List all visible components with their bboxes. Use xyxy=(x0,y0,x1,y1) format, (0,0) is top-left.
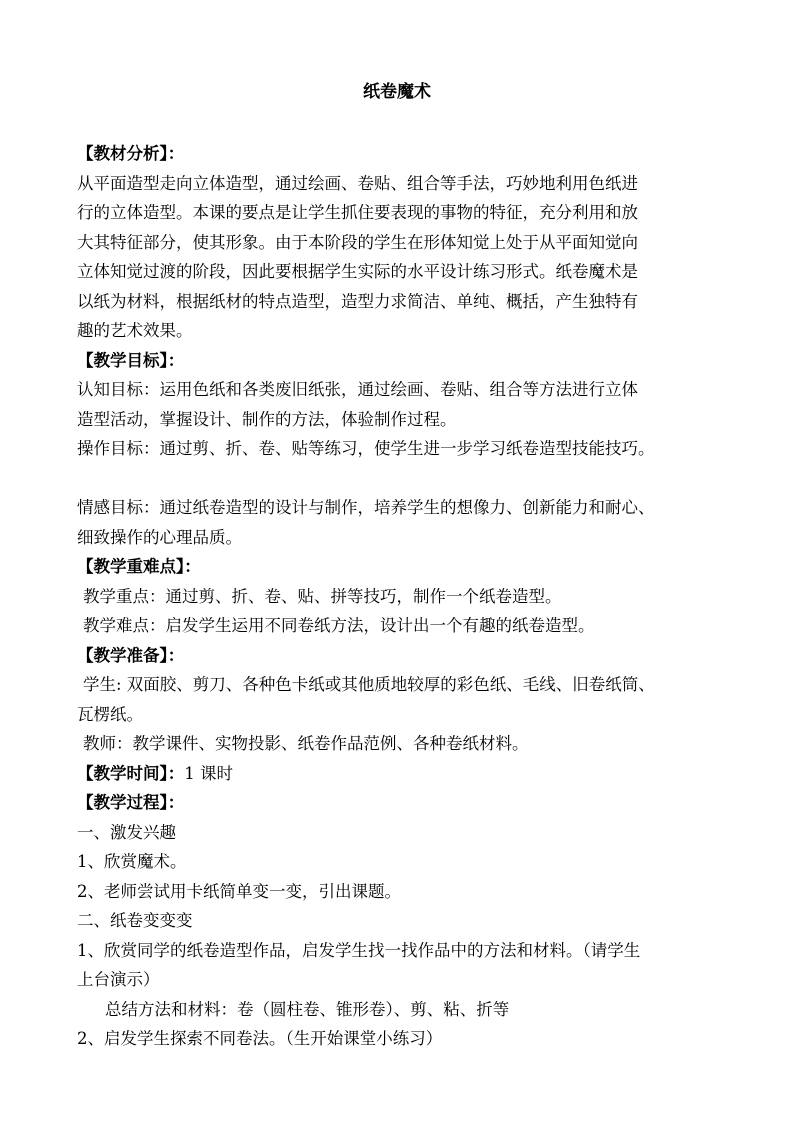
emotion-line: 情感目标：通过纸卷造型的设计与制作，培养学生的想像力、创新能力和耐心、 xyxy=(77,498,655,517)
analysis-line: 以纸为材料，根据纸材的特点造型，造型力求简洁、单纯、概括，产生独特有 xyxy=(77,291,638,311)
paragraph-gap xyxy=(77,464,727,494)
key-points-heading: 【教学重难点】： xyxy=(77,557,201,576)
key-point-line: 教学难点：启发学生运用不同卷纸方法，设计出一个有趣的纸卷造型。 xyxy=(83,616,595,635)
process-line: 2、老师尝试用卡纸简单变一变，引出课题。 xyxy=(77,881,401,901)
document-title: 纸卷魔术 xyxy=(363,82,431,102)
analysis-line: 立体知觉过渡的阶段，因此要根据学生实际的水平设计练习形式。纸卷魔术是 xyxy=(77,262,638,281)
time-row xyxy=(77,759,727,789)
process-line: 2、启发学生探索不同卷法。（生开始课堂小练习） xyxy=(77,1029,443,1048)
preparation-heading: 【教学准备】： xyxy=(77,645,185,665)
process-line: 1、欣赏同学的纸卷造型作品，启发学生找一找作品中的方法和材料。（请学生 xyxy=(77,940,641,960)
process-line: 上台演示） xyxy=(77,970,160,989)
preparation-line: 教师：教学课件、实物投影、纸卷作品范例、各种卷纸材料。 xyxy=(83,734,529,753)
goals-line: 造型活动，掌握设计、制作的方法，体验制作过程。 xyxy=(77,409,457,429)
process-line: 二、纸卷变变变 xyxy=(77,911,193,930)
process-heading: 【教学过程】： xyxy=(77,793,185,812)
preparation-line: 学生: 双面胶、剪刀、各种色卡纸或其他质地较厚的彩色纸、毛线、旧卷纸筒、 xyxy=(83,675,655,694)
key-point-line: 教学重点：通过剪、折、卷、贴、拼等技巧，制作一个纸卷造型。 xyxy=(83,586,562,606)
process-line: 总结方法和材料：卷（圆柱卷、锥形卷）、剪、粘、折等 xyxy=(105,999,510,1019)
process-line: 1、欣赏魔术。 xyxy=(77,852,187,871)
goals-line: 操作目标：通过剪、折、卷、贴等练习，使学生进一步学习纸卷造型技能技巧。 xyxy=(77,439,655,458)
goals-line: 认知目标：运用色纸和各类废旧纸张，通过绘画、卷贴、组合等方法进行立体 xyxy=(77,380,638,399)
analysis-line: 行的立体造型。本课的要点是让学生抓住要表现的事物的特征，充分利用和放 xyxy=(77,203,638,222)
time-heading: 【教学时间】： xyxy=(77,763,185,783)
preparation-line: 瓦楞纸。 xyxy=(77,704,143,724)
time-value: 1 课时 xyxy=(184,763,233,783)
analysis-line: 从平面造型走向立体造型，通过绘画、卷贴、组合等手法，巧妙地利用色纸进 xyxy=(77,173,638,193)
emotion-line: 细致操作的心理品质。 xyxy=(77,527,242,547)
document-body xyxy=(77,139,727,1054)
process-line: 一、激发兴趣 xyxy=(77,822,176,842)
goals-heading: 【教学目标】： xyxy=(77,350,185,370)
analysis-line: 趣的艺术效果。 xyxy=(77,321,193,340)
analysis-line: 大其特征部分，使其形象。由于本阶段的学生在形体知觉上处于从平面知觉向 xyxy=(77,232,638,252)
analysis-heading: 【教材分析】： xyxy=(77,144,185,163)
